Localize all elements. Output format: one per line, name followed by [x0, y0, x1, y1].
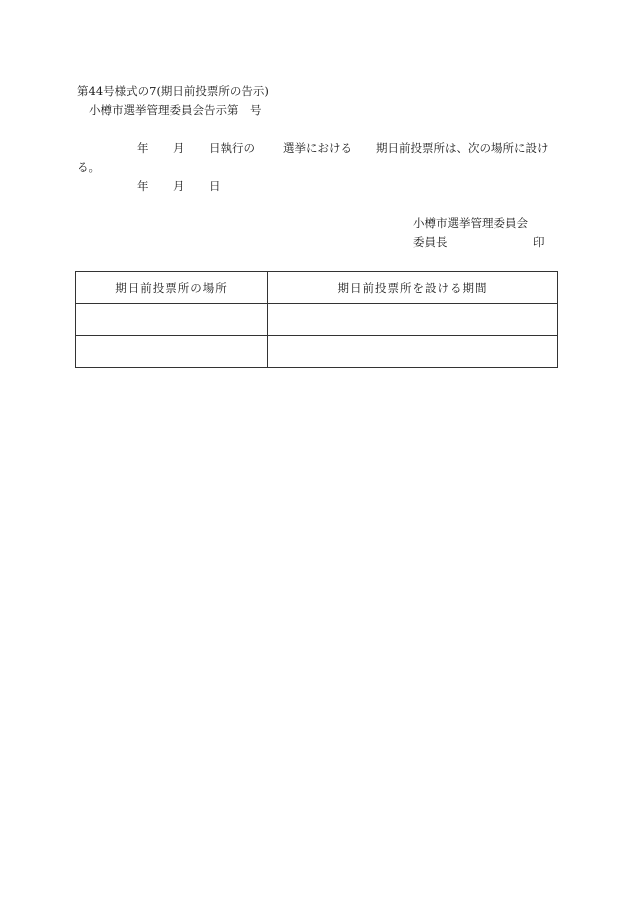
notice-body-continuation: る。 — [77, 160, 100, 174]
table-cell — [76, 304, 268, 336]
body-month: 月 — [173, 141, 185, 155]
header-period: 期日前投票所を設ける期間 — [268, 272, 558, 304]
date-day: 日 — [209, 179, 221, 193]
seal-mark: 印 — [533, 235, 545, 249]
committee-name: 小樽市選挙管理委員会 — [413, 216, 528, 230]
body-year: 年 — [137, 141, 149, 155]
table-cell — [268, 336, 558, 368]
header-place: 期日前投票所の場所 — [76, 272, 268, 304]
notice-date — [77, 179, 277, 193]
polling-place-table — [75, 271, 557, 368]
table-row — [76, 304, 558, 336]
table-header-row — [76, 272, 558, 304]
table-cell — [76, 336, 268, 368]
table-cell — [268, 304, 558, 336]
body-election: 選挙における — [283, 141, 352, 155]
chairman-title: 委員長 — [413, 235, 448, 249]
body-place-clause: 期日前投票所は、次の場所に設け — [376, 141, 549, 155]
date-year: 年 — [137, 179, 149, 193]
form-title: 第44号様式の7(期日前投票所の告示) — [77, 84, 269, 98]
notice-body-line — [77, 141, 563, 155]
body-day-executed: 日執行の — [209, 141, 255, 155]
table-row — [76, 336, 558, 368]
notice-number: 小樽市選挙管理委員会告示第 号 — [89, 103, 262, 117]
chairman-line — [413, 235, 553, 249]
date-month: 月 — [173, 179, 185, 193]
